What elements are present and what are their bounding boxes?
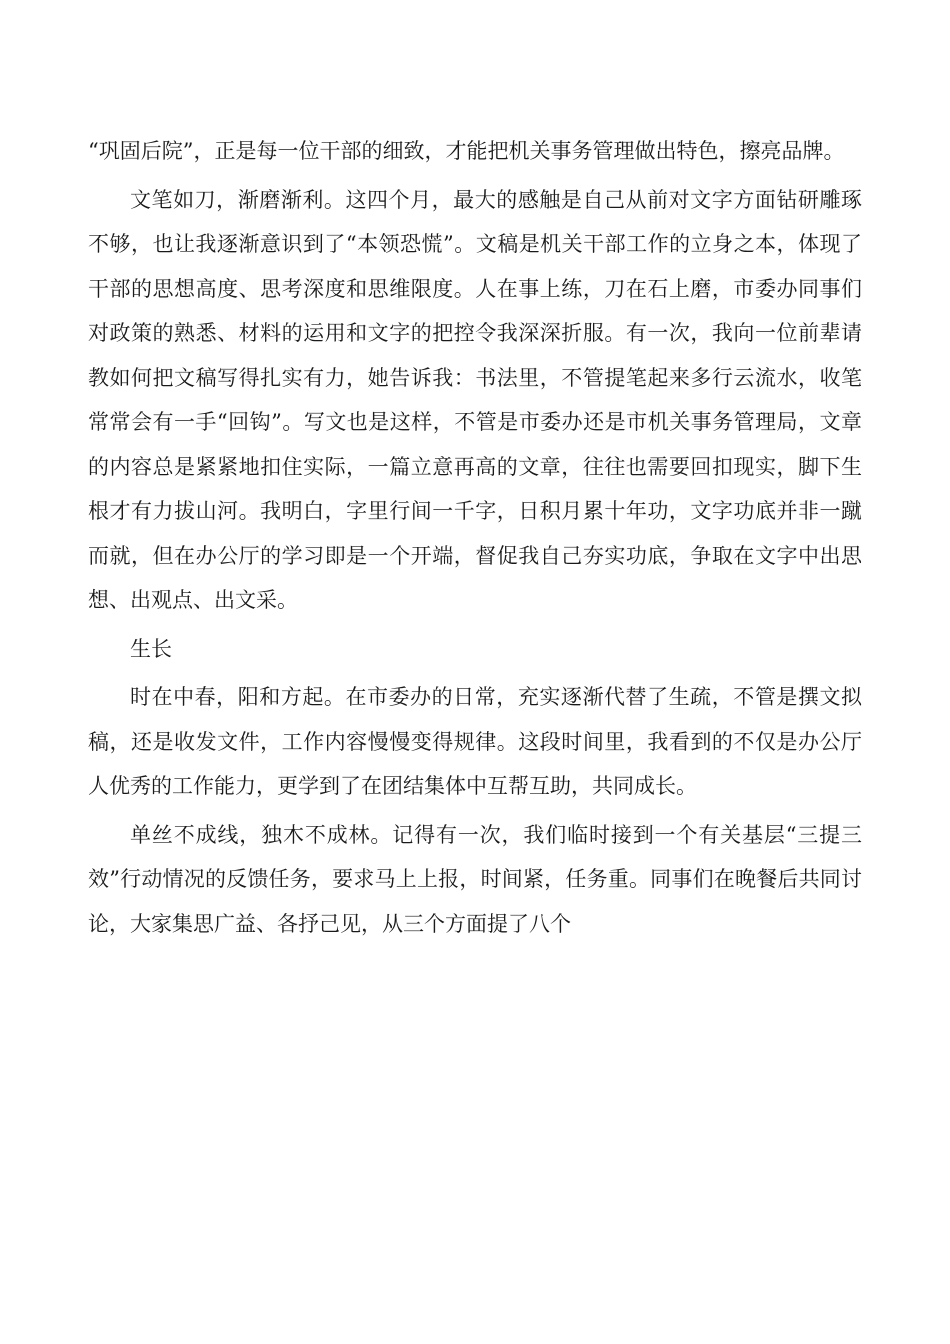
paragraph-teamwork: 单丝不成线，独木不成林。记得有一次，我们临时接到一个有关基层“三提三效”行动情况的反馈任务，要求马上上报，时间紧，任务重。同事们在晚餐后共同讨论，大家集思广益、各抒己见，从三个方面提了八个 bbox=[88, 822, 862, 936]
paragraph-continuation: “巩固后院”，正是每一位干部的细致，才能把机关事务管理做出特色，擦亮品牌。 bbox=[88, 139, 845, 163]
paragraph-writing-skills: 文笔如刀，渐磨渐利。这四个月，最大的感触是自己从前对文字方面钻研雕琢不够，也让我逐渐意识到了“本领恐慌”。文稿是机关干部工作的立身之本，体现了干部的思想高度、思考深度和思维限度。人在事上练，刀在石上磨，市委办同事们对政策的熟悉、材料的运用和文字的把控令我深深折服。有一次，我向一位前辈请教如何把文稿写得扎实有力，她告诉我：书法里，不管提笔起来多行云流水，收笔常常会有一手“回钩”。写文也是这样，不管是市委办还是市机关事务管理局，文章的内容总是紧紧地扣住实际，一篇立意再高的文章，往往也需要回扣现实，脚下生根才有力拔山河。我明白，字里行间一千字，日积月累十年功，文字功底并非一蹴而就，但在办公厅的学习即是一个开端，督促我自己夯实功底，争取在文字中出思想、出观点、出文采。 bbox=[88, 187, 862, 612]
document-body bbox=[88, 129, 862, 950]
paragraph-spring-routine: 时在中春，阳和方起。在市委办的日常，充实逐渐代替了生疏，不管是撰文拟稿，还是收发文件，工作内容慢慢变得规律。这段时间里，我看到的不仅是办公厅人优秀的工作能力，更学到了在团结集体中互帮互助，共同成长。 bbox=[88, 685, 862, 798]
section-heading-growth: 生长 bbox=[130, 636, 172, 661]
